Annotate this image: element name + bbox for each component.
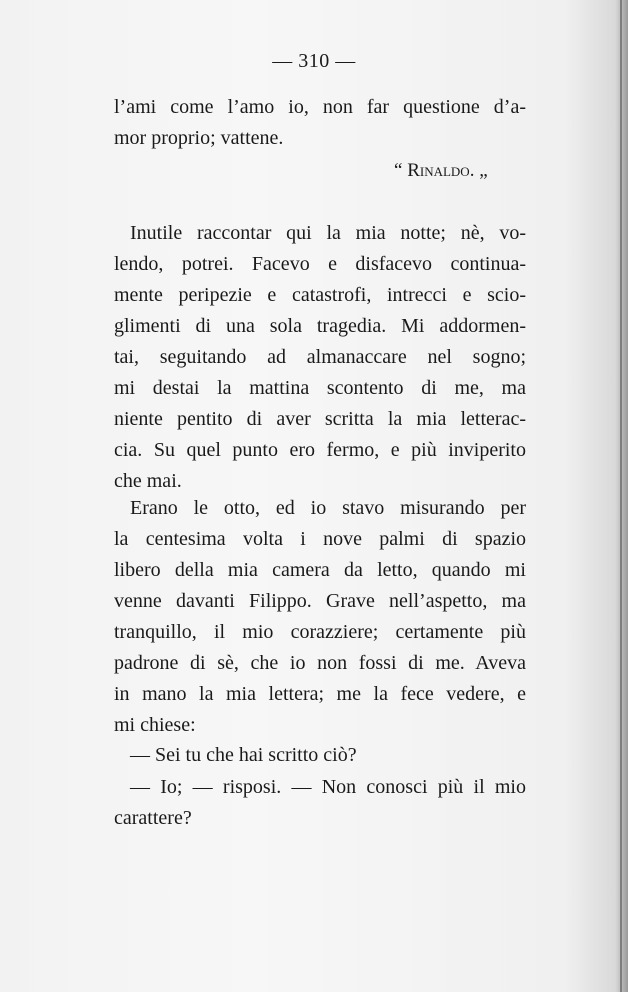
text-line: — Io; — risposi. — Non conosci più il mio [130, 776, 526, 798]
text-line: — Sei tu che hai scritto ciò? [130, 744, 357, 766]
text-line: cia. Su quel punto ero fermo, e più inviperito [114, 439, 526, 461]
letter-signature [394, 160, 488, 182]
text-line: lendo, potrei. Facevo e disfacevo continua- [114, 253, 526, 275]
text-line: glimenti di una sola tragedia. Mi addormen- [114, 315, 526, 337]
text-line: la centesima volta i nove palmi di spazio [114, 528, 526, 550]
dialogue-answer [114, 772, 526, 834]
text-line: tranquillo, il mio corazziere; certamente più [114, 621, 526, 643]
text-line: Inutile raccontar qui la mia notte; nè, vo- [130, 222, 526, 244]
text-line: venne davanti Filippo. Grave nell’aspetto, ma [114, 590, 526, 612]
text-line: che mai. [114, 470, 182, 492]
text-line: mente peripezie e catastrofi, intrecci e scio- [114, 284, 526, 306]
text-line: libero della mia camera da letto, quando mi [114, 559, 526, 581]
signature-name: Rinaldo [407, 160, 470, 181]
text-line: mi chiese: [114, 714, 196, 736]
text-line: mor proprio; vattene. [114, 127, 284, 149]
text-line: l’ami come l’amo io, non far questione d’a- [114, 96, 526, 118]
page-edge-shadow [620, 0, 622, 992]
text-line: in mano la mia lettera; me la fece vedere, e [114, 683, 526, 705]
text-line: carattere? [114, 807, 192, 829]
text-line: niente pentito di aver scritta la mia letterac- [114, 408, 526, 430]
letter-closing [114, 92, 526, 154]
paragraph-2 [114, 493, 526, 741]
page-number: — 310 — [272, 50, 356, 72]
signature-close-quote: . „ [469, 160, 488, 181]
text-line: padrone di sè, che io non fossi di me. Aveva [114, 652, 526, 674]
signature-open-quote: “ [394, 160, 408, 181]
text-line: Erano le otto, ed io stavo misurando per [130, 497, 526, 519]
dialogue-question [114, 740, 526, 771]
text-line: tai, seguitando ad almanaccare nel sogno; [114, 346, 526, 368]
text-line: mi destai la mattina scontento di me, ma [114, 377, 526, 399]
paragraph-1 [114, 218, 526, 497]
